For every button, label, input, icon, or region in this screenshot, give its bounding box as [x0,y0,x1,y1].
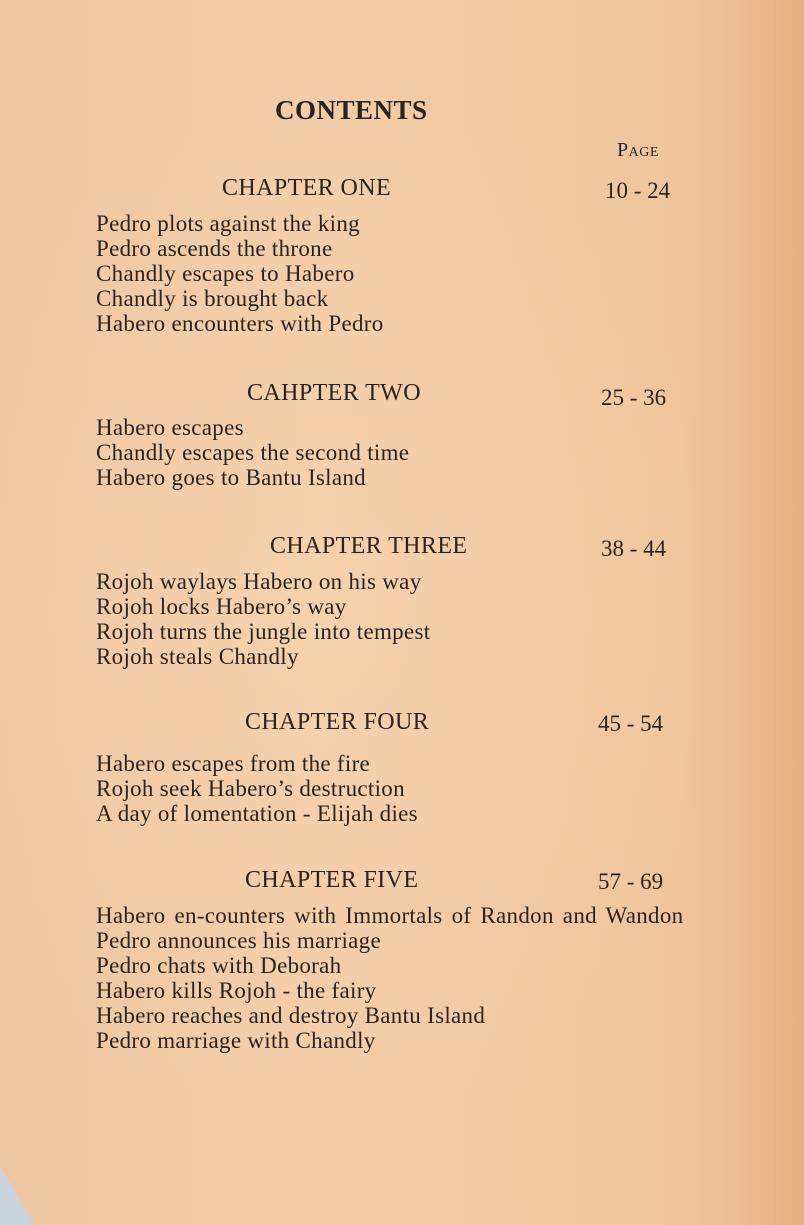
chapter-entry-list [96,903,696,1053]
chapter-page-range: 45 - 54 [598,711,664,736]
chapter-page-range: 25 - 36 [601,385,667,410]
list-item: Chandly escapes to Habero [96,261,355,286]
chapter-title: CHAPTER FIVE [245,867,419,893]
list-item: Habero escapes [96,415,244,440]
list-item: Rojoh locks Habero’s way [96,594,347,619]
chapter-title: CHAPTER ONE [222,175,392,201]
chapter-title: CAHPTER TWO [247,380,421,406]
list-item: Chandly escapes the second time [96,440,410,465]
list-item: Rojoh seek Habero’s destruction [96,776,405,801]
list-item: Chandly is brought back [96,286,329,311]
page-column-label: Page [617,139,659,161]
chapter-entry-list [96,211,384,336]
list-item: Rojoh waylays Habero on his way [96,569,422,594]
list-item: Pedro ascends the throne [96,236,333,261]
chapter-entry-list [96,415,409,490]
chapter-page-range: 57 - 69 [598,869,664,894]
chapter-title: CHAPTER THREE [270,533,468,559]
list-item: Habero reaches and destroy Bantu Island [96,1003,486,1028]
list-item: Habero goes to Bantu Island [96,465,366,490]
list-item: Rojoh steals Chandly [96,644,299,669]
chapter-title: CHAPTER FOUR [245,709,430,735]
list-item: Habero escapes from the fire [96,751,371,776]
list-item: Pedro announces his marriage [96,928,381,953]
list-item: Habero en-counters with Immortals of Randon and Wandon [96,903,684,928]
contents-heading: CONTENTS [275,95,428,125]
list-item: Pedro chats with Deborah [96,953,342,978]
chapter-page-range: 10 - 24 [605,178,671,203]
chapter-page-range: 38 - 44 [601,536,667,561]
chapter-entry-list [96,569,430,669]
list-item: Pedro plots against the king [96,211,360,236]
list-item: Rojoh turns the jungle into tempest [96,619,431,644]
list-item: Habero encounters with Pedro [96,311,384,336]
list-item: Pedro marriage with Chandly [96,1028,376,1053]
list-item: A day of lomentation - Elijah dies [96,801,418,826]
list-item: Habero kills Rojoh - the fairy [96,978,377,1003]
page-corner [0,1165,34,1225]
chapter-entry-list [96,751,418,826]
